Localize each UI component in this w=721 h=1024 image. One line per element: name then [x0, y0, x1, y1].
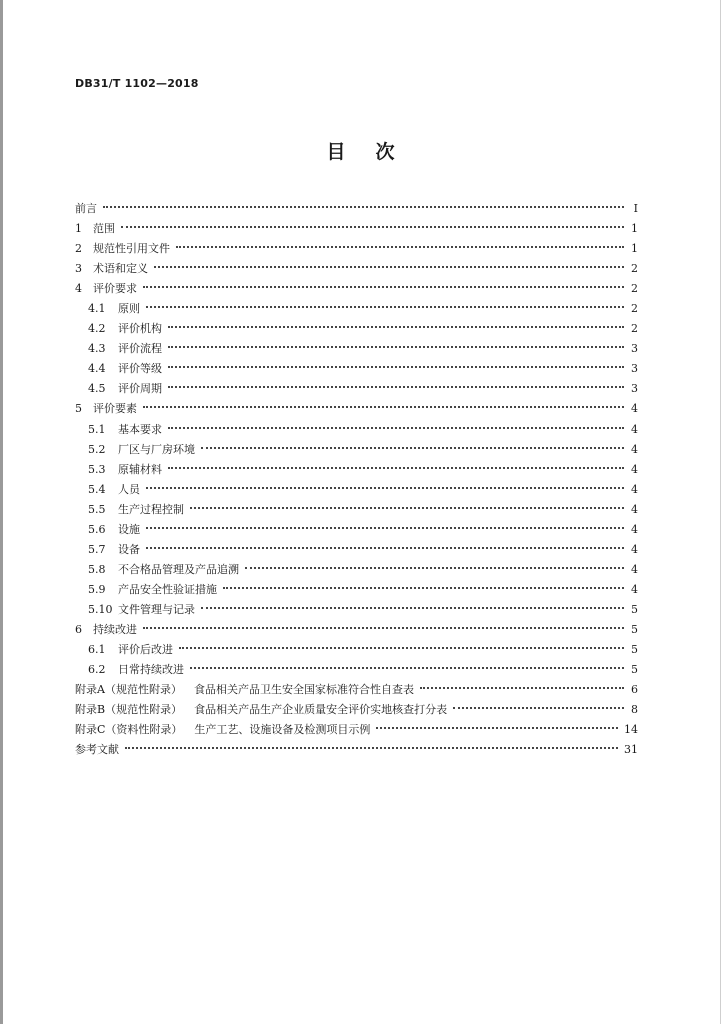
toc-entry[interactable] [75, 720, 638, 740]
toc-dot-leader [168, 467, 624, 469]
toc-entry-page: Ⅰ [633, 202, 638, 215]
toc-entry-number: 4.2 [88, 322, 106, 336]
toc-entry-label: 评价机构 [118, 322, 162, 336]
toc-dot-leader [453, 707, 624, 709]
toc-entry-label: 不合格品管理及产品追溯 [118, 562, 239, 576]
toc-entry-label: 生产过程控制 [118, 502, 184, 516]
toc-entry-label: 持续改进 [93, 622, 137, 636]
toc-entry[interactable] [75, 680, 638, 700]
toc-entry-page: 3 [631, 382, 638, 396]
toc-dot-leader [121, 226, 624, 228]
toc-dot-leader [176, 246, 624, 248]
toc-dot-leader [143, 406, 624, 408]
toc-entry[interactable] [75, 520, 638, 540]
toc-entry-number: 1 [75, 222, 82, 236]
toc-entry-label: 评价周期 [118, 382, 162, 396]
toc-dot-leader [190, 507, 624, 509]
toc-dot-leader [168, 386, 624, 388]
toc-dot-leader [143, 627, 624, 629]
toc-entry[interactable] [75, 219, 638, 239]
toc-dot-leader [190, 667, 624, 669]
toc-entry-page: 3 [631, 342, 638, 356]
toc-entry-number: 5.3 [88, 462, 106, 476]
toc-entry-page: 4 [631, 582, 638, 596]
toc-entry-number: 附录B（规范性附录） [75, 703, 183, 717]
toc-dot-leader [201, 607, 624, 609]
toc-entry-label: 厂区与厂房环境 [118, 442, 195, 456]
toc-entry-label: 原辅材料 [118, 462, 162, 476]
toc-entry-number: 4 [75, 282, 82, 296]
toc-entry-label: 术语和定义 [93, 262, 148, 276]
toc-entry[interactable] [75, 540, 638, 560]
document-code: DB31/T 1102—2018 [75, 77, 199, 90]
toc-entry-number: 6.1 [88, 643, 106, 657]
toc-entry-number: 5.4 [88, 482, 106, 496]
toc-entry-number: 4.5 [88, 382, 106, 396]
toc-dot-leader [179, 647, 624, 649]
toc-entry-page: 4 [631, 422, 638, 436]
toc-entry-label: 生产工艺、设施设备及检测项目示例 [194, 723, 371, 737]
toc-entry-label: 设施 [118, 522, 140, 536]
toc-entry-number: 6 [75, 622, 82, 636]
toc-entry-number: 5.9 [88, 582, 106, 596]
toc-entry-label: 食品相关产品生产企业质量安全评价实地核查打分表 [194, 703, 448, 717]
toc-entry-page: 2 [631, 262, 638, 276]
toc-entry-number: 5 [75, 402, 82, 416]
toc-entry-page: 5 [631, 663, 638, 677]
toc-dot-leader [168, 346, 624, 348]
toc-entry-label: 评价等级 [118, 362, 162, 376]
toc-entry-page: 2 [631, 302, 638, 316]
toc-dot-leader [168, 326, 624, 328]
toc-entry-label: 评价要素 [93, 402, 137, 416]
toc-entry-number: 附录C（资料性附录） [75, 723, 183, 737]
toc-entry-number: 5.2 [88, 442, 106, 456]
toc-entry-number: 5.5 [88, 502, 106, 516]
toc-entry[interactable] [75, 600, 638, 620]
toc-entry[interactable] [75, 199, 638, 219]
toc-entry-number: 4.4 [88, 362, 106, 376]
toc-entry-label: 评价流程 [118, 342, 162, 356]
toc-entry-label: 前言 [75, 202, 97, 215]
toc-dot-leader [146, 527, 624, 529]
toc-entry-label: 规范性引用文件 [93, 242, 170, 256]
toc-entry[interactable] [75, 640, 638, 660]
toc-entry-page: 4 [631, 442, 638, 456]
toc-dot-leader [168, 427, 624, 429]
toc-dot-leader [146, 547, 624, 549]
toc-entry-label: 范围 [93, 222, 115, 236]
toc-entry-page: 5 [631, 622, 638, 636]
toc-dot-leader [146, 487, 624, 489]
toc-entry-number: 4.3 [88, 342, 106, 356]
toc-entry[interactable] [75, 379, 638, 399]
toc-entry[interactable] [75, 259, 638, 279]
toc-entry-label: 评价后改进 [118, 643, 173, 657]
toc-dot-leader [245, 567, 624, 569]
toc-entry-page: 2 [631, 282, 638, 296]
toc-entry-number: 4.1 [88, 302, 106, 316]
toc-entry[interactable] [75, 560, 638, 580]
toc-entry-number: 6.2 [88, 663, 106, 677]
toc-entry-label: 产品安全性验证措施 [118, 582, 217, 596]
toc-entry-number: 5.8 [88, 562, 106, 576]
toc-entry-label: 设备 [118, 542, 140, 556]
toc-entry[interactable] [75, 660, 638, 680]
toc-entry-page: 1 [631, 222, 638, 236]
toc-entry[interactable] [75, 480, 638, 500]
page-title [0, 137, 721, 164]
toc-entry-label: 食品相关产品卫生安全国家标准符合性自查表 [193, 683, 414, 697]
toc-entry-number: 2 [75, 242, 82, 256]
toc-entry-page: 4 [631, 522, 638, 536]
toc-dot-leader [103, 206, 624, 208]
toc-entry-page: 4 [631, 482, 638, 496]
toc-entry-number: 5.6 [88, 522, 106, 536]
toc-entry[interactable] [75, 620, 638, 640]
toc-dot-leader [143, 286, 624, 288]
title-char-1: 目 [326, 141, 346, 163]
toc-entry-page: 4 [631, 542, 638, 556]
toc-dot-leader [146, 306, 624, 308]
toc-entry[interactable] [75, 500, 638, 520]
toc-entry-page: 6 [631, 683, 638, 697]
toc-entry[interactable] [75, 339, 638, 359]
toc-entry-label: 参考文献 [75, 743, 119, 757]
toc-entry-number: 5.1 [88, 422, 106, 436]
toc-entry-page: 1 [631, 242, 638, 256]
toc-dot-leader [168, 366, 624, 368]
toc-entry-page: 2 [631, 322, 638, 336]
toc-entry-page: 5 [631, 602, 638, 616]
table-of-contents [75, 199, 638, 760]
toc-entry[interactable] [75, 239, 638, 259]
toc-dot-leader [420, 687, 624, 689]
toc-entry-label: 文件管理与记录 [118, 602, 195, 616]
title-char-2: 次 [375, 141, 395, 163]
toc-entry[interactable] [75, 279, 638, 299]
toc-entry-page: 8 [631, 703, 638, 717]
toc-entry[interactable] [75, 440, 638, 460]
toc-entry[interactable] [75, 460, 638, 480]
toc-entry-page: 4 [631, 562, 638, 576]
toc-entry[interactable] [75, 580, 638, 600]
toc-entry[interactable] [75, 319, 638, 339]
toc-entry[interactable] [75, 399, 638, 419]
toc-entry[interactable] [75, 700, 638, 720]
toc-entry-page: 3 [631, 362, 638, 376]
toc-entry-label: 原则 [118, 302, 140, 316]
toc-entry-page: 14 [624, 723, 638, 737]
toc-entry-page: 31 [624, 743, 638, 757]
toc-entry-number: 5.7 [88, 542, 106, 556]
toc-entry-page: 5 [631, 643, 638, 657]
toc-entry-label: 日常持续改进 [118, 663, 184, 677]
toc-dot-leader [154, 266, 624, 268]
toc-dot-leader [201, 447, 624, 449]
toc-entry-number: 3 [75, 262, 82, 276]
toc-dot-leader [125, 747, 618, 749]
toc-dot-leader [376, 727, 618, 729]
toc-entry-number: 5.10 [88, 602, 113, 616]
toc-entry[interactable] [75, 420, 638, 440]
toc-entry-page: 4 [631, 502, 638, 516]
toc-entry-page: 4 [631, 462, 638, 476]
toc-dot-leader [223, 587, 624, 589]
toc-entry-number: 附录A（规范性附录） [75, 683, 182, 697]
toc-entry[interactable] [75, 299, 638, 319]
toc-entry-page: 4 [631, 402, 638, 416]
toc-entry-label: 人员 [118, 482, 140, 496]
toc-entry[interactable] [75, 740, 638, 760]
toc-entry-label: 评价要求 [93, 282, 137, 296]
toc-entry-label: 基本要求 [118, 422, 162, 436]
toc-entry[interactable] [75, 359, 638, 379]
